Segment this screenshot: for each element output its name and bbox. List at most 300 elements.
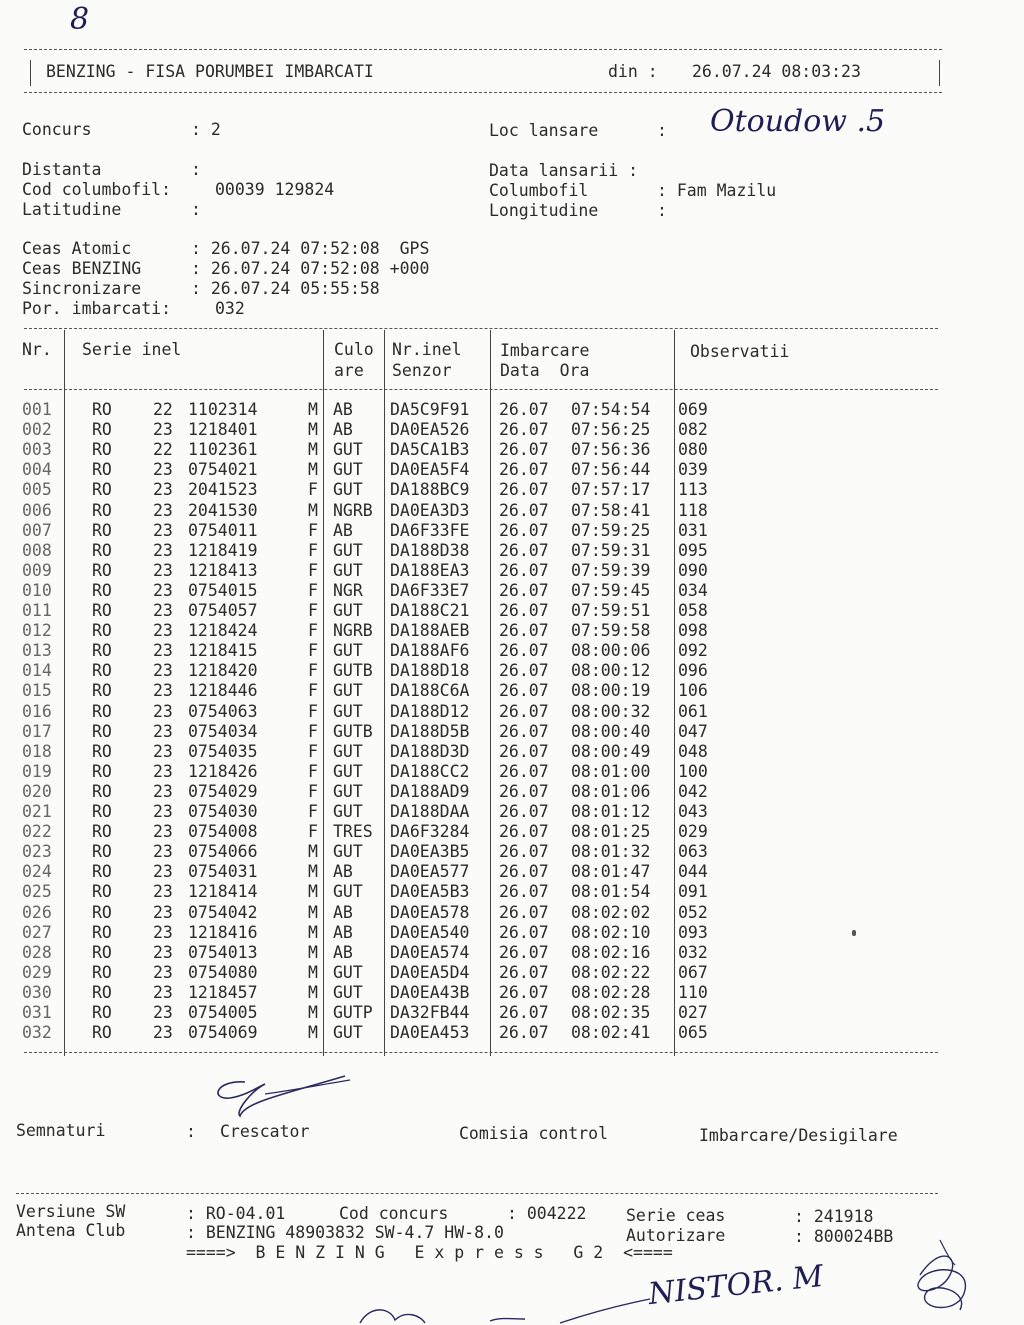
header-left-border: [30, 60, 31, 86]
distanta-label: Distanta: [22, 160, 102, 179]
cell-culoare: AB: [333, 520, 353, 540]
cell-an: 23: [153, 741, 173, 761]
col-header-observatii: Observatii: [690, 342, 790, 361]
col-header-nr-inel-2: Senzor: [392, 361, 452, 380]
cell-sex: F: [308, 761, 318, 781]
cell-ora: 08:02:16: [571, 942, 651, 962]
cell-inel: 1218457: [188, 982, 258, 1002]
cell-obs: 043: [678, 802, 708, 821]
cell-sex: F: [308, 580, 318, 600]
cell-data: 26.07: [499, 460, 549, 480]
cell-senzor: DA188BC9: [390, 480, 470, 500]
cell-ora: 08:00:49: [571, 741, 651, 761]
versiune-label: Versiune SW: [16, 1202, 126, 1221]
cell-senzor: DA6F3284: [390, 822, 470, 842]
cell-nr: 010: [22, 580, 52, 600]
cell-culoare: AB: [333, 902, 353, 922]
cell-obs: 096: [678, 661, 708, 681]
cell-senzor: DA32FB44: [390, 1003, 470, 1022]
cell-an: 23: [153, 580, 173, 600]
cell-nr: 028: [22, 942, 52, 962]
cell-an: 23: [153, 802, 173, 821]
table-row: [0, 1003, 1000, 1023]
cell-inel: 0754057: [188, 601, 258, 620]
table-row: [0, 641, 1000, 661]
cell-tara: RO: [92, 1023, 112, 1043]
cell-inel: 0754066: [188, 842, 258, 862]
cell-obs: 106: [678, 681, 708, 701]
sincronizare-label: Sincronizare: [22, 279, 142, 298]
cell-sex: F: [308, 681, 318, 701]
cell-senzor: DA0EA5D4: [390, 962, 470, 982]
table-bottom-rule: [24, 1052, 938, 1053]
latitudine-sep: :: [191, 200, 201, 219]
cell-tara: RO: [92, 922, 112, 942]
cell-ora: 08:02:28: [571, 982, 651, 1002]
cell-data: 26.07: [499, 922, 549, 942]
cell-an: 23: [153, 601, 173, 620]
cell-ora: 08:00:19: [571, 681, 651, 701]
cell-senzor: DA0EA3D3: [390, 500, 470, 520]
cell-senzor: DA0EA453: [390, 1023, 470, 1043]
cell-ora: 07:56:44: [571, 460, 651, 480]
cell-sex: M: [308, 962, 318, 982]
bottom-handwritten-name: NISTOR. M: [646, 1258, 825, 1313]
cell-nr: 014: [22, 661, 52, 681]
cell-an: 23: [153, 822, 173, 842]
cell-culoare: GUT: [333, 641, 363, 661]
cell-culoare: GUT: [333, 761, 363, 781]
cell-sex: M: [308, 1003, 318, 1022]
cell-an: 22: [153, 440, 173, 460]
cell-senzor: DA0EA526: [390, 420, 470, 440]
cell-inel: 0754034: [188, 721, 258, 741]
cell-sex: F: [308, 641, 318, 661]
cell-ora: 08:00:40: [571, 721, 651, 741]
cell-an: 23: [153, 641, 173, 661]
cell-ora: 07:59:58: [571, 621, 651, 641]
cell-culoare: GUT: [333, 701, 363, 721]
cell-obs: 091: [678, 882, 708, 902]
versiune-value: : RO-04.01: [186, 1204, 286, 1223]
table-row: [0, 521, 1000, 541]
cell-ora: 07:58:41: [571, 500, 651, 520]
semnaturi-sep: :: [186, 1122, 196, 1141]
cell-obs: 039: [678, 460, 708, 480]
cell-obs: 029: [678, 822, 708, 842]
cell-sex: M: [308, 500, 318, 520]
cell-data: 26.07: [499, 862, 549, 882]
loc-lansare-label: Loc lansare: [489, 121, 599, 140]
autorizare-value: : 800024BB: [794, 1227, 894, 1246]
cell-inel: 0754042: [188, 902, 258, 922]
cell-an: 23: [153, 520, 173, 540]
cell-senzor: DA0EA5F4: [390, 460, 470, 480]
cell-ora: 08:00:06: [571, 641, 651, 661]
cell-senzor: DA0EA43B: [390, 982, 470, 1002]
header-datetime: 26.07.24 08:03:23: [692, 62, 861, 81]
cell-nr: 001: [22, 400, 52, 419]
bottom-left-scribble: [350, 1295, 670, 1325]
data-lansarii-label: Data lansarii :: [489, 161, 639, 180]
cell-senzor: DA188CC2: [390, 761, 470, 781]
cell-obs: 093: [678, 922, 708, 942]
cell-inel: 1218415: [188, 641, 258, 661]
cell-nr: 020: [22, 781, 52, 801]
cell-nr: 002: [22, 420, 52, 440]
cell-data: 26.07: [499, 681, 549, 701]
cell-nr: 031: [22, 1003, 52, 1022]
comisia-label: Comisia control: [459, 1124, 609, 1143]
cell-data: 26.07: [499, 781, 549, 801]
cell-data: 26.07: [499, 1003, 549, 1022]
cell-culoare: GUT: [333, 480, 363, 500]
col-header-nr-inel-1: Nr.inel: [392, 340, 462, 359]
cell-sex: F: [308, 621, 318, 641]
cell-obs: 095: [678, 540, 708, 560]
cell-nr: 011: [22, 601, 52, 620]
col-header-culoare-2: are: [334, 361, 364, 380]
cell-inel: 2041523: [188, 480, 258, 500]
cell-sex: F: [308, 480, 318, 500]
cell-ora: 07:54:54: [571, 400, 651, 419]
cell-ora: 07:59:39: [571, 560, 651, 580]
cell-an: 23: [153, 701, 173, 721]
cell-obs: 100: [678, 761, 708, 781]
cell-an: 23: [153, 781, 173, 801]
cell-senzor: DA188DAA: [390, 802, 470, 821]
cell-ora: 07:59:31: [571, 540, 651, 560]
cell-senzor: DA0EA3B5: [390, 842, 470, 862]
cell-ora: 07:56:36: [571, 440, 651, 460]
distanta-sep: :: [191, 160, 201, 179]
col-header-imbarcare-1: Imbarcare: [500, 341, 590, 360]
cell-tara: RO: [92, 681, 112, 701]
table-row: [0, 943, 1000, 963]
cell-ora: 08:01:54: [571, 882, 651, 902]
cell-sex: M: [308, 440, 318, 460]
cell-obs: 098: [678, 621, 708, 641]
page-number-handwritten: 8: [70, 2, 90, 37]
cell-an: 23: [153, 721, 173, 741]
cell-senzor: DA0EA5B3: [390, 882, 470, 902]
cell-ora: 08:01:25: [571, 822, 651, 842]
cell-nr: 004: [22, 460, 52, 480]
cell-culoare: GUT: [333, 802, 363, 821]
cell-ora: 07:56:25: [571, 420, 651, 440]
cell-ora: 08:01:32: [571, 842, 651, 862]
cell-senzor: DA5C9F91: [390, 400, 470, 419]
cell-an: 23: [153, 560, 173, 580]
cell-obs: 047: [678, 721, 708, 741]
concurs-value: : 2: [191, 120, 221, 139]
por-imbarcati-label: Por. imbarcati:: [22, 299, 172, 318]
cell-an: 23: [153, 460, 173, 480]
cell-sex: M: [308, 882, 318, 902]
table-row: [0, 621, 1000, 641]
cell-tara: RO: [92, 601, 112, 620]
cell-data: 26.07: [499, 601, 549, 620]
cell-sex: M: [308, 902, 318, 922]
cell-data: 26.07: [499, 400, 549, 419]
antena-value: : BENZING 48903832 SW-4.7 HW-8.0: [186, 1223, 504, 1242]
cell-inel: 0754069: [188, 1023, 258, 1043]
cell-nr: 025: [22, 882, 52, 902]
cell-culoare: AB: [333, 922, 353, 942]
cell-inel: 1218424: [188, 621, 258, 641]
cell-tara: RO: [92, 781, 112, 801]
cell-nr: 003: [22, 440, 52, 460]
cell-senzor: DA0EA540: [390, 922, 470, 942]
cell-tara: RO: [92, 500, 112, 520]
cod-columbofil-value: 00039 129824: [215, 180, 335, 199]
cell-tara: RO: [92, 741, 112, 761]
table-row: [0, 762, 1000, 782]
cell-culoare: GUT: [333, 842, 363, 862]
cell-nr: 022: [22, 822, 52, 842]
cell-obs: 044: [678, 862, 708, 882]
cell-tara: RO: [92, 701, 112, 721]
cell-inel: 1218446: [188, 681, 258, 701]
cell-culoare: AB: [333, 862, 353, 882]
cell-tara: RO: [92, 822, 112, 842]
antena-label: Antena Club: [16, 1221, 126, 1240]
table-row: [0, 963, 1000, 983]
cell-sex: M: [308, 460, 318, 480]
table-row: [0, 842, 1000, 862]
cell-ora: 08:01:12: [571, 802, 651, 821]
cell-obs: 118: [678, 500, 708, 520]
cell-inel: 1218419: [188, 540, 258, 560]
cell-sex: M: [308, 942, 318, 962]
cell-ora: 08:02:10: [571, 922, 651, 942]
stray-dot: [852, 930, 856, 936]
ceas-benzing-value: : 26.07.24 07:52:08 +000: [191, 259, 430, 278]
cell-culoare: GUTP: [333, 1003, 373, 1022]
table-row: [0, 561, 1000, 581]
cell-sex: F: [308, 822, 318, 842]
cell-culoare: GUT: [333, 1023, 363, 1043]
autorizare-label: Autorizare: [626, 1226, 726, 1245]
table-row: [0, 923, 1000, 943]
table-row: [0, 802, 1000, 822]
header-bottom-rule: [24, 92, 942, 93]
table-row: [0, 983, 1000, 1003]
footer-rule: [16, 1193, 938, 1194]
cell-tara: RO: [92, 520, 112, 540]
cell-obs: 082: [678, 420, 708, 440]
cell-nr: 015: [22, 681, 52, 701]
cell-tara: RO: [92, 902, 112, 922]
cell-inel: 0754030: [188, 802, 258, 821]
cell-inel: 1218413: [188, 560, 258, 580]
cell-culoare: GUTB: [333, 661, 373, 681]
cell-senzor: DA188AD9: [390, 781, 470, 801]
cell-culoare: GUT: [333, 460, 363, 480]
sincronizare-value: : 26.07.24 05:55:58: [191, 279, 380, 298]
cell-tara: RO: [92, 862, 112, 882]
cell-obs: 042: [678, 781, 708, 801]
cell-an: 23: [153, 882, 173, 902]
cell-an: 22: [153, 400, 173, 419]
table-row: [0, 822, 1000, 842]
cell-tara: RO: [92, 400, 112, 419]
cell-tara: RO: [92, 802, 112, 821]
cell-inel: 1102361: [188, 440, 258, 460]
table-row: [0, 400, 1000, 420]
cell-nr: 005: [22, 480, 52, 500]
cell-sex: M: [308, 842, 318, 862]
cell-sex: F: [308, 601, 318, 620]
cell-tara: RO: [92, 842, 112, 862]
cell-senzor: DA0EA574: [390, 942, 470, 962]
header-top-rule: [24, 49, 942, 50]
cell-culoare: GUT: [333, 781, 363, 801]
cell-nr: 029: [22, 962, 52, 982]
col-header-nr: Nr.: [22, 340, 52, 359]
cell-data: 26.07: [499, 480, 549, 500]
cell-data: 26.07: [499, 560, 549, 580]
table-top-rule: [24, 328, 938, 329]
cell-tara: RO: [92, 480, 112, 500]
cell-inel: 0754005: [188, 1003, 258, 1022]
cell-senzor: DA5CA1B3: [390, 440, 470, 460]
cell-data: 26.07: [499, 540, 549, 560]
cell-inel: 1218420: [188, 661, 258, 681]
cell-obs: 069: [678, 400, 708, 419]
cell-sex: F: [308, 520, 318, 540]
cell-senzor: DA188AEB: [390, 621, 470, 641]
loc-lansare-sep: :: [657, 121, 667, 140]
cell-senzor: DA188C21: [390, 601, 470, 620]
cell-obs: 052: [678, 902, 708, 922]
cell-culoare: AB: [333, 420, 353, 440]
cell-inel: 1102314: [188, 400, 258, 419]
cell-nr: 024: [22, 862, 52, 882]
cell-an: 23: [153, 842, 173, 862]
cell-data: 26.07: [499, 580, 549, 600]
cell-obs: 061: [678, 701, 708, 721]
cell-ora: 08:01:47: [571, 862, 651, 882]
cell-senzor: DA0EA577: [390, 862, 470, 882]
longitudine-label: Longitudine: [489, 201, 599, 220]
semnaturi-label: Semnaturi: [16, 1121, 106, 1140]
cell-tara: RO: [92, 460, 112, 480]
cell-data: 26.07: [499, 641, 549, 661]
cell-culoare: GUT: [333, 741, 363, 761]
cell-data: 26.07: [499, 902, 549, 922]
table-row: [0, 742, 1000, 762]
cell-senzor: DA188D12: [390, 701, 470, 721]
cell-ora: 08:00:12: [571, 661, 651, 681]
table-row: [0, 501, 1000, 521]
cell-culoare: GUT: [333, 962, 363, 982]
cell-data: 26.07: [499, 520, 549, 540]
cell-ora: 08:02:35: [571, 1003, 651, 1022]
cell-nr: 032: [22, 1023, 52, 1043]
cell-ora: 07:57:17: [571, 480, 651, 500]
cell-nr: 016: [22, 701, 52, 721]
cell-data: 26.07: [499, 982, 549, 1002]
cell-an: 23: [153, 420, 173, 440]
cell-data: 26.07: [499, 822, 549, 842]
table-row: [0, 681, 1000, 701]
cell-obs: 048: [678, 741, 708, 761]
cell-inel: 0754080: [188, 962, 258, 982]
cell-tara: RO: [92, 420, 112, 440]
por-imbarcati-value: 032: [215, 299, 245, 318]
cell-senzor: DA188D5B: [390, 721, 470, 741]
cell-tara: RO: [92, 661, 112, 681]
cod-concurs-label: Cod concurs: [339, 1204, 449, 1223]
cell-culoare: GUT: [333, 882, 363, 902]
cell-culoare: GUTB: [333, 721, 373, 741]
cod-columbofil-label: Cod columbofil:: [22, 180, 172, 199]
table-row: [0, 440, 1000, 460]
cell-an: 23: [153, 681, 173, 701]
cell-tara: RO: [92, 641, 112, 661]
col-header-serie-inel: Serie inel: [82, 340, 182, 359]
cell-ora: 08:00:32: [571, 701, 651, 721]
cell-inel: 0754031: [188, 862, 258, 882]
cell-culoare: GUT: [333, 440, 363, 460]
express-line: ====> B E N Z I N G E x p r e s s G 2 <====: [186, 1243, 673, 1262]
table-row: [0, 460, 1000, 480]
cell-an: 23: [153, 500, 173, 520]
cell-an: 23: [153, 902, 173, 922]
imbarcare-desigilare-label: Imbarcare/Desigilare: [699, 1126, 898, 1145]
cell-obs: 113: [678, 480, 708, 500]
cell-obs: 110: [678, 982, 708, 1002]
cell-inel: 0754021: [188, 460, 258, 480]
cell-inel: 0754063: [188, 701, 258, 721]
columbofil-value: : Fam Mazilu: [657, 181, 777, 200]
table-row: [0, 702, 1000, 722]
cell-inel: 0754008: [188, 822, 258, 842]
cell-nr: 027: [22, 922, 52, 942]
cell-data: 26.07: [499, 802, 549, 821]
cell-an: 23: [153, 661, 173, 681]
header-din-label: din :: [608, 62, 658, 81]
cell-sex: F: [308, 701, 318, 721]
cell-sex: M: [308, 1023, 318, 1043]
table-row: [0, 420, 1000, 440]
cell-culoare: NGRB: [333, 500, 373, 520]
cell-an: 23: [153, 1003, 173, 1022]
cell-ora: 08:01:06: [571, 781, 651, 801]
cell-data: 26.07: [499, 761, 549, 781]
cell-ora: 07:59:45: [571, 580, 651, 600]
cell-data: 26.07: [499, 420, 549, 440]
cell-obs: 027: [678, 1003, 708, 1022]
cell-an: 23: [153, 480, 173, 500]
cell-data: 26.07: [499, 440, 549, 460]
cell-nr: 026: [22, 902, 52, 922]
cell-culoare: NGRB: [333, 621, 373, 641]
cell-an: 23: [153, 922, 173, 942]
table-header-rule: [24, 389, 938, 390]
cell-an: 23: [153, 761, 173, 781]
cell-data: 26.07: [499, 661, 549, 681]
header-right-border: [939, 60, 940, 86]
table-row: [0, 541, 1000, 561]
cell-senzor: DA188AF6: [390, 641, 470, 661]
cell-senzor: DA6F33E7: [390, 580, 470, 600]
cell-inel: 1218416: [188, 922, 258, 942]
cell-obs: 092: [678, 641, 708, 661]
cell-data: 26.07: [499, 882, 549, 902]
cell-culoare: NGR: [333, 580, 363, 600]
